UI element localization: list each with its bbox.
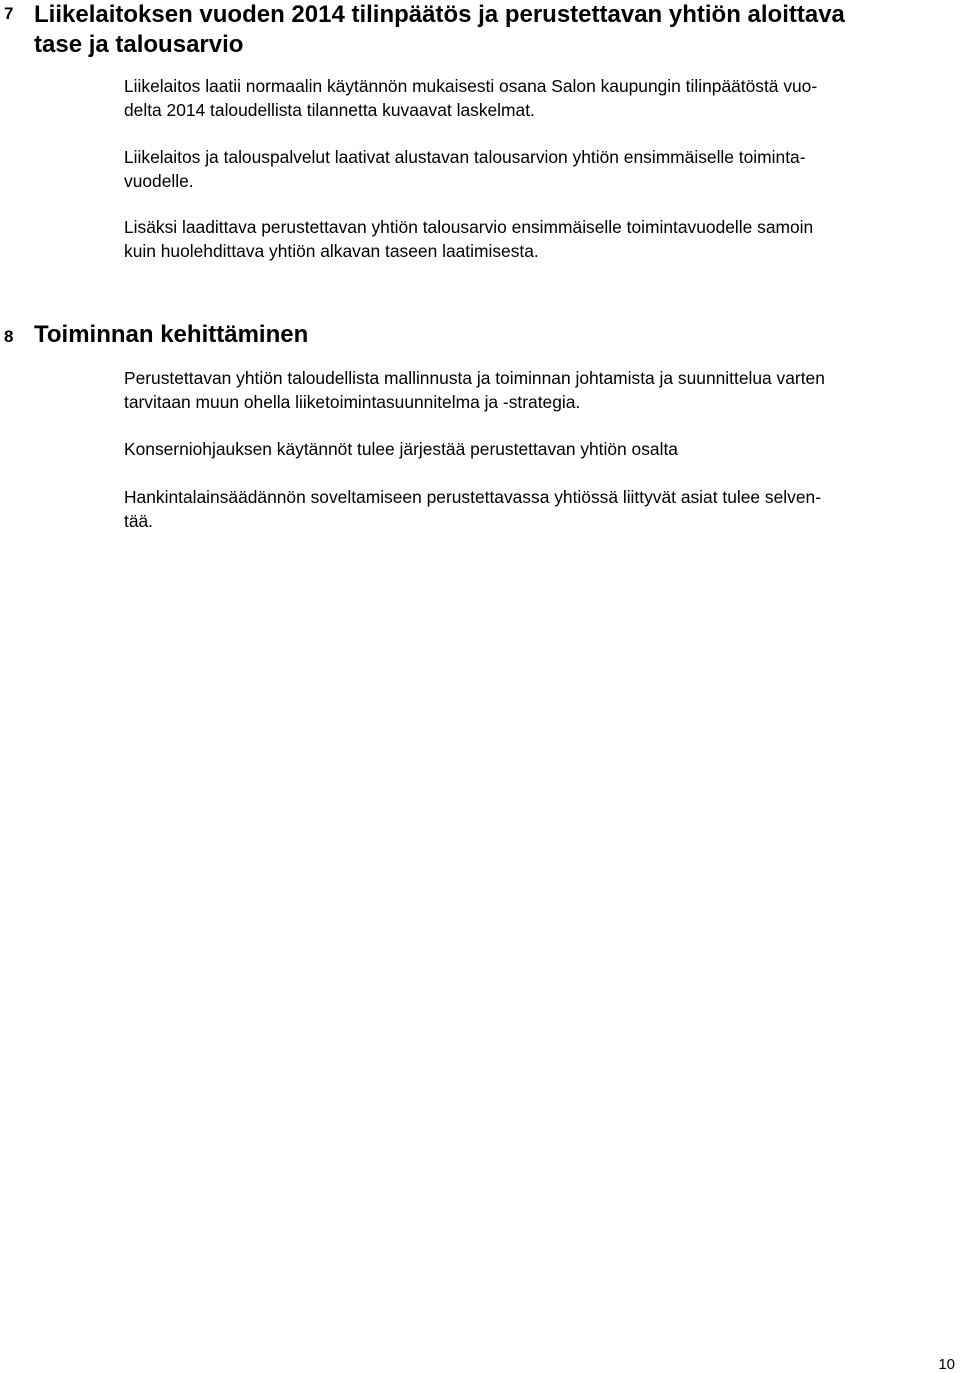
section-title-line: tase ja talousarvio — [34, 31, 244, 58]
paragraph-line: Liikelaitos laatii normaalin käytännön mukaisesti osana Salon kaupungin tilinpäätöstä vuo- — [124, 76, 818, 96]
paragraph — [124, 437, 958, 461]
section-title-line: Liikelaitoksen vuoden 2014 tilinpäätös ja perustettavan yhtiön aloittava — [34, 1, 845, 28]
paragraph — [124, 366, 958, 414]
paragraph-line: tarvitaan muun ohella liiketoimintasuunnitelma ja -strategia. — [124, 392, 581, 412]
paragraph-line: Konserniohjauksen käytännöt tulee järjestää perustettavan yhtiön osalta — [124, 439, 678, 459]
section-title — [34, 0, 934, 60]
section-title — [34, 320, 934, 350]
paragraph-line: delta 2014 taloudellista tilannetta kuvaavat laskelmat. — [124, 100, 535, 120]
paragraph — [124, 485, 958, 533]
section-number: 8 — [4, 327, 14, 346]
section-title-line: Toiminnan kehittäminen — [34, 321, 309, 348]
page-number: 10 — [938, 1356, 955, 1373]
paragraph — [124, 74, 958, 122]
paragraph-line: Liikelaitos ja talouspalvelut laativat alustavan talousarvion yhtiön ensimmäiselle toiminta- — [124, 147, 806, 167]
paragraph-line: tää. — [124, 511, 154, 531]
paragraph-line: Hankintalainsäädännön soveltamiseen perustettavassa yhtiössä liittyvät asiat tulee selven- — [124, 487, 821, 507]
section-number: 7 — [4, 4, 14, 23]
paragraph — [124, 215, 958, 263]
paragraph — [124, 145, 958, 193]
paragraph-line: Perustettavan yhtiön taloudellista mallinnusta ja toiminnan johtamista ja suunnittelua varten — [124, 368, 825, 388]
paragraph-line: kuin huolehdittava yhtiön alkavan taseen laatimisesta. — [124, 241, 539, 261]
paragraph-line: Lisäksi laadittava perustettavan yhtiön talousarvio ensimmäiselle toimintavuodelle samoin — [124, 217, 814, 237]
paragraph-line: vuodelle. — [124, 171, 194, 191]
